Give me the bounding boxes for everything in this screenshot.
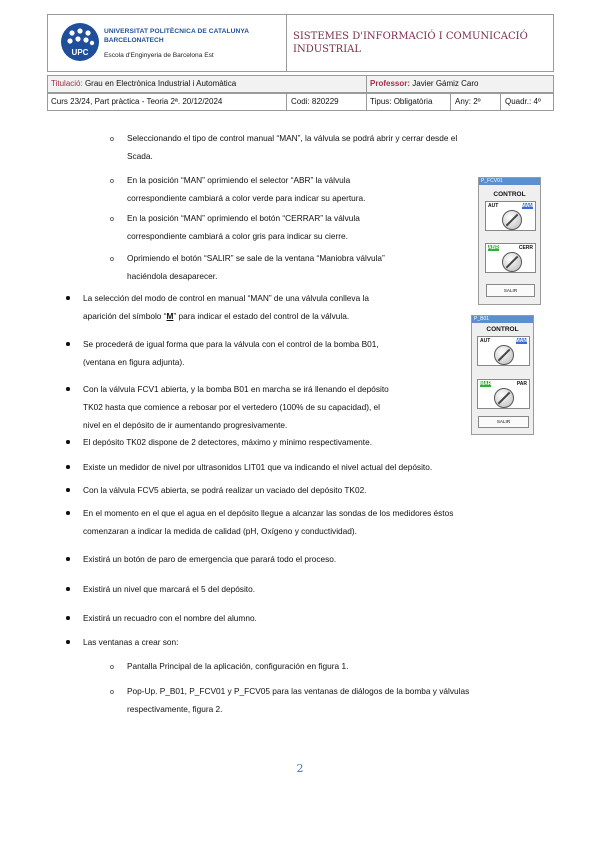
university-tagline: BARCELONATECH (104, 37, 164, 44)
bullet-item-2-line1: Se procederá de igual forma que para la válvula con el control de la bomba B01, (83, 339, 379, 349)
sub-item-4-line2: haciéndola desaparecer. (127, 271, 218, 281)
info-row-2-divider-1 (286, 93, 287, 111)
selector-knob-icon (494, 345, 514, 365)
bullet-item-6: Con la válvula FCV5 abierta, se podrá realizar un vaciado del depósito TK02. (83, 485, 367, 495)
switch-label-par: PAR (516, 381, 527, 387)
page-number: 2 (296, 762, 304, 775)
start-stop-switch (477, 379, 530, 409)
sub-bullet: o (110, 178, 114, 185)
codi: Codi: 820229 (291, 97, 339, 106)
subject-title (293, 30, 543, 56)
sub-item-1-line1: Seleccionando el tipo de control manual “MAN”, la válvula se podrá abrir y cerrar desde el (127, 133, 458, 143)
bullet-item-7 (83, 504, 535, 540)
dialog-titlebar: P_B01 (472, 316, 533, 323)
bullet-item-2-line2: (ventana en figura adjunta). (83, 357, 185, 367)
selector-knob-icon (502, 252, 522, 272)
bullet (66, 488, 70, 492)
manual-symbol: M (166, 311, 174, 321)
info-row-2-divider-2 (366, 93, 367, 111)
control-mode-switch (485, 201, 536, 231)
quadrimestre: Quadr.: 4º (505, 97, 541, 106)
bullet-item-3-line1: Con la válvula FCV1 abierta, y la bomba B01 en marcha se irá llenando el depósito (83, 384, 389, 394)
professor-value: Javier Gámiz Caro (412, 79, 479, 88)
bullet (66, 640, 70, 644)
professor (370, 75, 479, 93)
university-name: UNIVERSITAT POLITÈCNICA DE CATALUNYA (104, 28, 250, 35)
bullet (66, 342, 70, 346)
bullet-item-2 (83, 335, 466, 371)
switch-label-aut: AUT (480, 338, 491, 344)
sub-item-5: Pantalla Principal de la aplicación, configuración en figura 1. (127, 661, 349, 671)
sub-item-4 (127, 249, 465, 285)
sub-bullet: o (110, 689, 114, 696)
bullet-item-1-line2 (83, 307, 466, 325)
bullet-item-7-line2: comenzaran a indicar la medida de calidad (pH, Oxígeno y conductividad). (83, 526, 357, 536)
bullet-item-1 (83, 289, 466, 325)
bullet-item-3-line2: TK02 hasta que comience a rebosar por el vertedero (100% de su capacidad), el (83, 402, 381, 412)
sub-item-2 (127, 171, 465, 207)
upc-logo-icon (60, 22, 100, 62)
bullet-item-1-line1: La selección del modo de control en manual “MAN” de una válvula conlleva la (83, 293, 369, 303)
sub-item-6-line1: Pop-Up. P_B01, P_FCV01 y P_FCV05 para las ventanas de diálogos de la bomba y válvulas (127, 686, 470, 696)
bullet-item-3 (83, 380, 466, 434)
sub-item-1-line2: Scada. (127, 151, 153, 161)
open-close-switch (485, 243, 536, 273)
switch-label-abr: ABR (488, 245, 499, 251)
bullet-item-5: Existe un medidor de nivel por ultrasonidos LIT01 que va indicando el nivel actual del depósito. (83, 462, 433, 472)
bullet-item-1-text-a: aparición del símbolo “ (83, 311, 167, 321)
switch-label-man: MAN (521, 203, 533, 209)
valve-dialog-image (478, 177, 541, 305)
info-row-1-divider (366, 75, 367, 93)
any: Any: 2º (455, 97, 481, 106)
salir-button: SALIR (486, 284, 535, 297)
bullet-item-11: Las ventanas a crear son: (83, 637, 179, 647)
bullet (66, 511, 70, 515)
subject-title-line1: SISTEMES D'INFORMACIÓ I COMUNICACIÓ (293, 31, 528, 42)
titulacio-value: Grau en Electrònica Industrial i Automàtica (84, 79, 237, 88)
bullet (66, 587, 70, 591)
sub-bullet: o (110, 216, 114, 223)
bullet-item-4: El depósito TK02 dispone de 2 detectores, máximo y mínimo respectivamente. (83, 437, 373, 447)
bullet-item-9: Existirá un nivel que marcará el 5 del depósito. (83, 584, 256, 594)
selector-knob-icon (502, 210, 522, 230)
bullet (66, 616, 70, 620)
tipus: Tipus: Obligatòria (370, 97, 433, 106)
sub-item-2-line2: correspondiente cambiará a color verde para indicar su apertura. (127, 193, 366, 203)
sub-item-2-line1: En la posición “MAN” oprimiendo el selector “ABR” la válvula (127, 175, 351, 185)
bullet-item-3-line3: nivel en el depósito de ir aumentando progresivamente. (83, 420, 288, 430)
switch-label-man: MAN (515, 338, 527, 344)
sub-item-6 (127, 682, 537, 718)
bullet (66, 296, 70, 300)
bullet (66, 440, 70, 444)
switch-label-cerr: CERR (518, 245, 533, 251)
school-name: Escola d'Enginyeria de Barcelona Est (104, 52, 214, 59)
sub-bullet: o (110, 136, 114, 143)
info-row-2-divider-3 (450, 93, 451, 111)
switch-label-mar: MAR (480, 381, 492, 387)
sub-item-4-line1: Oprimiendo el botón “SALIR” se sale de la ventana “Maniobra válvula” (127, 253, 385, 263)
sub-bullet: o (110, 256, 114, 263)
sub-item-6-line2: respectivamente, figura 2. (127, 704, 223, 714)
subject-title-line2: INDUSTRIAL (293, 44, 362, 55)
sub-item-3-line2: correspondiente cambiará a color gris para indicar su cierre. (127, 231, 348, 241)
bullet (66, 557, 70, 561)
switch-label-aut: AUT (488, 203, 499, 209)
bullet-item-8: Existirá un botón de paro de emergencia que parará todo el proceso. (83, 554, 337, 564)
dialog-heading: CONTROL (493, 191, 526, 198)
info-row-2-divider-4 (500, 93, 501, 111)
dialog-heading: CONTROL (486, 326, 519, 333)
pump-dialog-image (471, 315, 534, 435)
bullet (66, 387, 70, 391)
titulacio-label: Titulació: (51, 79, 83, 88)
bullet-item-1-text-b: ” para indicar el estado del control de la válvula. (173, 311, 350, 321)
professor-label: Professor: (370, 79, 411, 88)
selector-knob-icon (494, 388, 514, 408)
dialog-titlebar: P_FCV01 (479, 178, 540, 185)
bullet-item-7-line1: En el momento en el que el agua en el depósito llegue a alcanzar las sondas de los medidores éstos (83, 508, 454, 518)
logo-text: UPC (71, 48, 89, 57)
bullet-item-10: Existirá un recuadro con el nombre del alumno. (83, 613, 257, 623)
sub-item-3 (127, 209, 465, 245)
sub-bullet: o (110, 664, 114, 671)
header-divider (286, 14, 287, 72)
salir-button: SALIR (478, 416, 529, 428)
sub-item-3-line1: En la posición “MAN” oprimiendo el botón “CERRAR” la válvula (127, 213, 360, 223)
sub-item-1 (127, 129, 532, 165)
titulacio (51, 75, 236, 93)
curs: Curs 23/24, Part pràctica - Teoria 2ª. 20/12/2024 (51, 97, 223, 106)
control-mode-switch (477, 336, 530, 366)
bullet (66, 465, 70, 469)
